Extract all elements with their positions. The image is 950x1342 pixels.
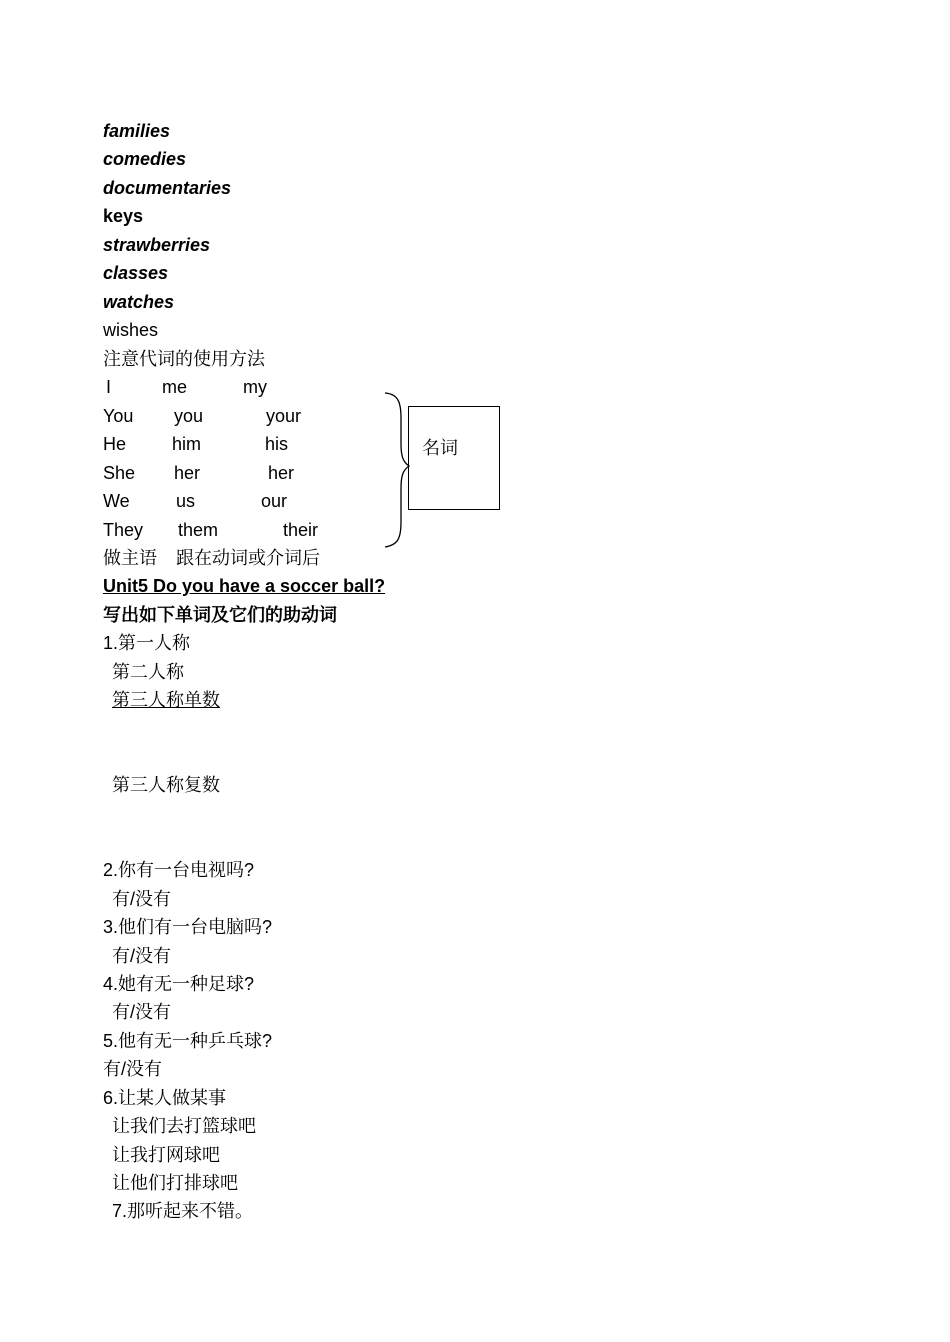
- answer: 有/没有: [112, 1002, 172, 1022]
- pronoun-object: them: [178, 520, 219, 540]
- question: 4.她有无一种足球?: [103, 974, 255, 994]
- pronoun-possessive: my: [243, 377, 267, 397]
- question: 3.他们有一台电脑吗?: [103, 917, 273, 937]
- plural-word: wishes: [103, 320, 159, 340]
- usage-object: 跟在动词或介词后: [176, 548, 320, 568]
- pronoun-object: me: [162, 377, 188, 397]
- pronoun-subject: I: [106, 377, 112, 397]
- pronoun-subject: They: [103, 520, 144, 540]
- pronoun-object: him: [172, 434, 202, 454]
- third-person-plural: 第三人称复数: [112, 775, 220, 795]
- pronoun-possessive: their: [283, 520, 319, 540]
- pronoun-object: her: [174, 463, 201, 483]
- pronoun-subject: He: [103, 434, 127, 454]
- pronoun-subject: We: [103, 491, 130, 511]
- example-sentence: 让我打网球吧: [112, 1145, 220, 1165]
- answer: 有/没有: [112, 946, 172, 966]
- pronoun-subject: You: [103, 406, 134, 426]
- plural-word: documentaries: [103, 178, 232, 198]
- usage-subject: 做主语: [103, 548, 157, 568]
- noun-label: 名词: [422, 438, 458, 458]
- first-person: 1.第一人称: [103, 633, 191, 653]
- unit-title: Unit5 Do you have a soccer ball?: [103, 576, 386, 596]
- plural-word: classes: [103, 263, 169, 283]
- plural-word: watches: [103, 292, 175, 312]
- question: 6.让某人做某事: [103, 1088, 227, 1108]
- example-sentence: 让我们去打篮球吧: [112, 1116, 256, 1136]
- question: 7.那听起来不错。: [112, 1201, 254, 1221]
- right-brace-icon: [380, 392, 410, 548]
- pronoun-object: you: [174, 406, 204, 426]
- pronoun-possessive: his: [265, 434, 289, 454]
- pronoun-possessive: your: [266, 406, 302, 426]
- third-person-singular: 第三人称单数: [112, 690, 220, 710]
- noun-box: [408, 406, 500, 510]
- example-sentence: 让他们打排球吧: [112, 1173, 238, 1193]
- question: 2.你有一台电视吗?: [103, 860, 255, 880]
- pronoun-subject: She: [103, 463, 136, 483]
- answer: 有/没有: [112, 889, 172, 909]
- answer: 有/没有: [103, 1059, 163, 1079]
- pronoun-object: us: [176, 491, 196, 511]
- instruction: 写出如下单词及它们的助动词: [103, 605, 337, 625]
- plural-word: strawberries: [103, 235, 211, 255]
- plural-word: families: [103, 121, 171, 141]
- plural-word: comedies: [103, 149, 187, 169]
- pronoun-possessive: her: [268, 463, 295, 483]
- pronoun-possessive: our: [261, 491, 288, 511]
- pronoun-note: 注意代词的使用方法: [103, 349, 265, 369]
- question: 5.他有无一种乒乓球?: [103, 1031, 273, 1051]
- second-person: 第二人称: [112, 662, 184, 682]
- plural-word: keys: [103, 206, 144, 226]
